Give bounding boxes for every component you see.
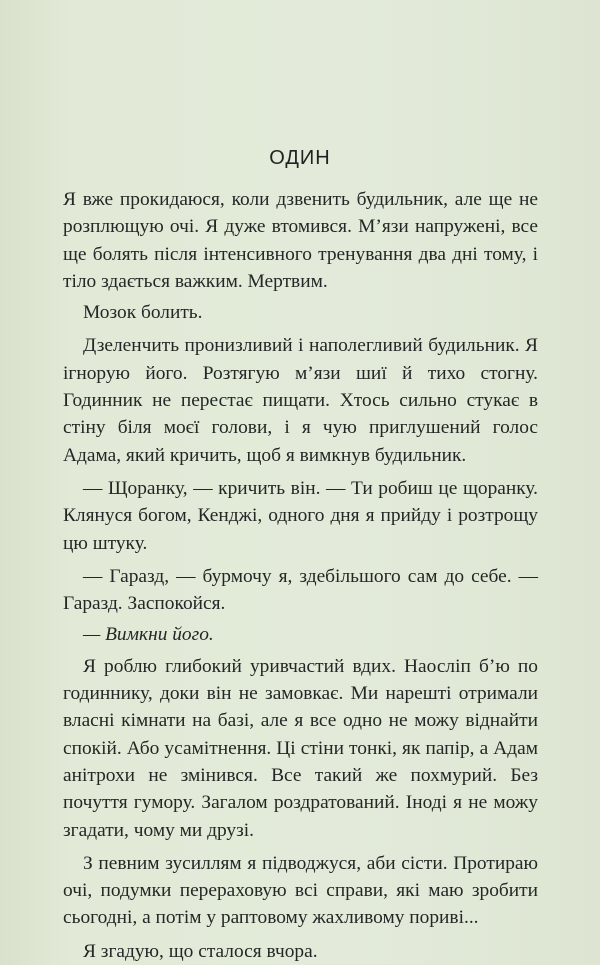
paragraph-5: — Гаразд, — бурмочу я, здебільшого сам до себе. — Гаразд. Заспокойся.: [63, 565, 538, 615]
paragraph-2: Мозок болить.: [83, 302, 203, 324]
chapter-text: [63, 186, 538, 965]
paragraph-9: Я згадую, що сталося вчора.: [83, 940, 318, 962]
paragraph-4: — Щоранку, — кричить він. — Ти робиш це щоранку. Клянуся богом, Кенджі, одного дня я прийду і розтрощу цю штуку.: [63, 477, 538, 554]
paragraph-1: Я вже прокидаюся, коли дзвенить будильник, але ще не розплющую очі. Я дуже втомився. М’язи напружені, все ще болять після інтенсивного тренування два дні тому, і тіло здається важким. Мертвим.: [63, 189, 538, 292]
paragraph-3: Дзеленчить пронизливий і наполегливий будильник. Я ігнорую його. Розтягую м’язи шиї й тихо стогну. Годинник не перестає пищати. Хтось сильно стукає в стіну біля моєї голови, і я чую приглушений голос Адама, який кричить, щоб я вимкнув будильник.: [63, 335, 538, 466]
paragraph-6: — Вимкни його.: [83, 624, 214, 646]
paragraph-7: Я роблю глибокий уривчастий вдих. Наосліп б’ю по годиннику, доки він не замовкає. Ми нарешті отримали власні кімнати на базі, але я все одно не можу віднайти спокій. Або усамітнення. Ці стіни тонкі, як папір, а Адам анітрохи не змінився. Все такий же похмурий. Без почуття гумору. Загалом роздратований. Іноді я не можу згадати, чому ми друзі.: [63, 655, 538, 841]
chapter-title: ОДИН: [269, 147, 331, 169]
paragraph-8: З певним зусиллям я підводжуся, аби сісти. Протираю очі, подумки перераховую всі справи, які маю зробити сьогодні, а потім у раптовому жахливому пориві...: [63, 852, 538, 929]
